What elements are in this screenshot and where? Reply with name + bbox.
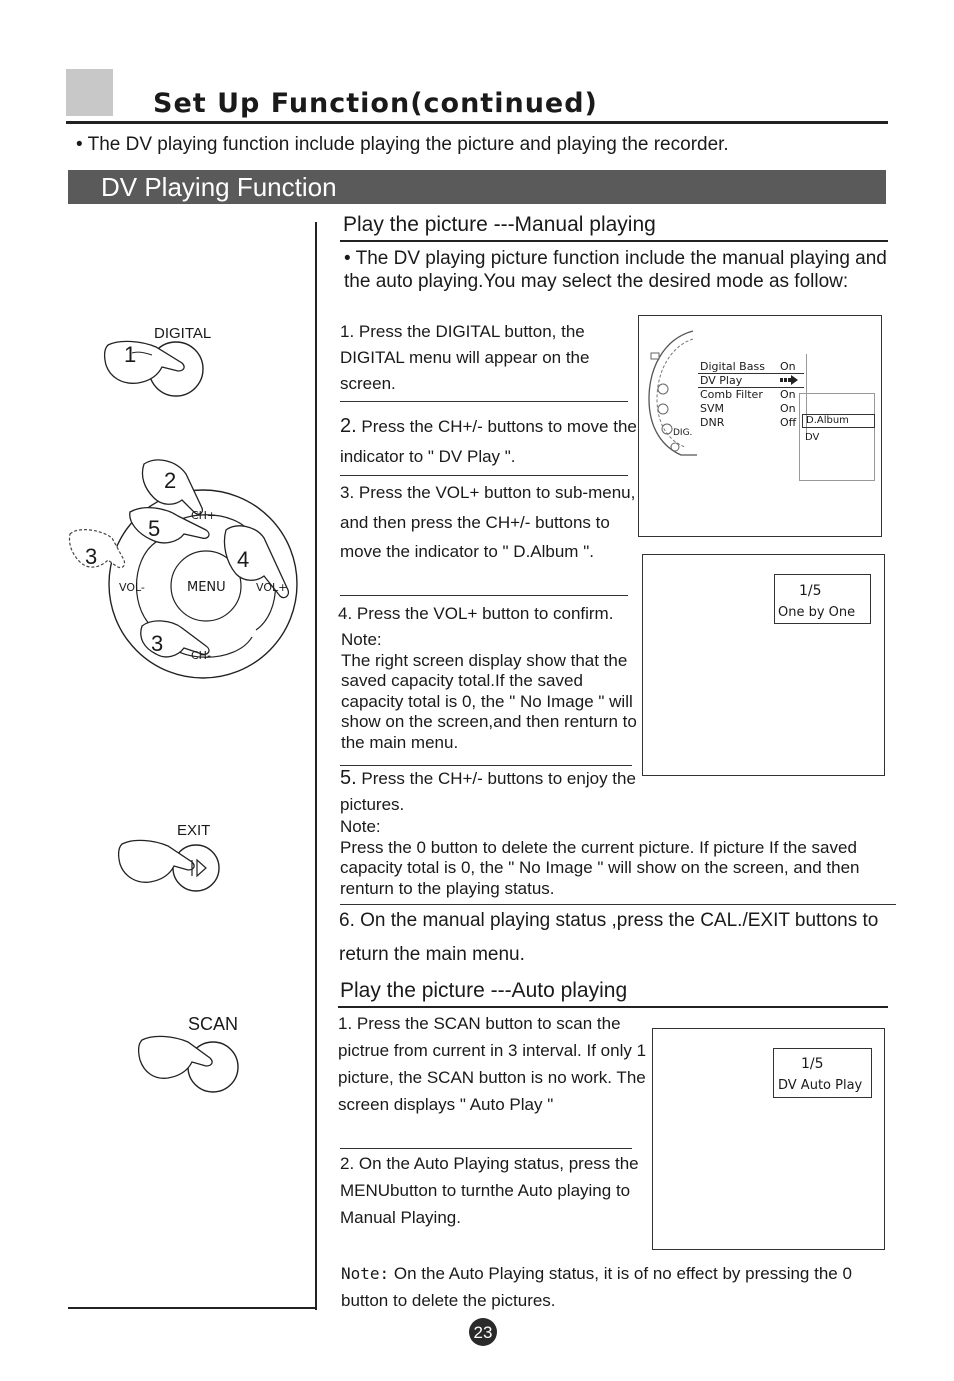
manual-status-box: 1/5 One by One: [774, 574, 871, 624]
ch-plus-label: CH+: [191, 509, 217, 522]
remote-keypad-icon: [66, 450, 306, 680]
hand-press-digital-icon: [102, 335, 212, 397]
manual-step-4: 4. Press the VOL+ button to confirm.: [338, 604, 614, 623]
column-divider: [315, 222, 317, 1310]
auto-heading-rule: [338, 1006, 888, 1008]
auto-heading: Play the picture ---Auto playing: [340, 979, 628, 1002]
auto-step-1: 1. Press the SCAN button to scan the pictrue from current in 3 interval. If only 1 picture, the SCAN button is no work. The screen displays " Auto Play ": [338, 1014, 647, 1114]
auto-note: Note: On the Auto Playing status, it is of no effect by pressing the 0 button to delete the pictures.: [341, 1264, 852, 1310]
page-title: Set Up Function(continued): [153, 88, 598, 119]
ch-minus-label: CH-: [191, 649, 211, 662]
hand-press-exit-icon: [118, 836, 222, 894]
section-band: [68, 170, 886, 204]
manual-heading: Play the picture ---Manual playing: [343, 213, 656, 236]
manual-step-1: 1. Press the DIGITAL button, the DIGITAL menu will appear on the screen.: [340, 322, 590, 393]
step-number-2: 2: [164, 468, 177, 493]
manual-step-3: 3. Press the VOL+ button to sub-menu, and then press the CH+/- buttons to move the indicator to " D.Album ".: [340, 483, 636, 561]
page-number-badge: 23: [469, 1318, 497, 1346]
vol-plus-label: VOL+: [256, 581, 288, 594]
header-rule: [66, 121, 888, 124]
digital-step-number: 1: [124, 342, 137, 367]
osd-menu-screen: [638, 315, 882, 537]
bullet-dot: •: [76, 134, 83, 155]
auto-step-2: 2. On the Auto Playing status, press the MENUbutton to turnthe Auto playing to Manual Playing.: [340, 1154, 639, 1227]
dig-label: DIG.: [673, 428, 693, 438]
auto-screen: [652, 1028, 885, 1250]
vol-minus-label: VOL-: [119, 581, 145, 594]
step-rule: [340, 1148, 632, 1149]
auto-status-box: 1/5 DV Auto Play: [773, 1048, 872, 1098]
step-number-3-left: 3: [85, 544, 98, 569]
manual-step-5: 5. Press the CH+/- buttons to enjoy the pictures.: [340, 767, 636, 814]
manual-note-1: Note: The right screen display show that the saved capacity total.If the saved capacity total is 0, the " No Image " will show on the screen,and then renturn to the main menu.: [341, 630, 637, 752]
submenu-dalbum: D.Album: [802, 414, 875, 428]
bottom-left-rule: [68, 1307, 317, 1309]
exit-label: EXIT: [177, 822, 211, 839]
arrow-right-icon: [780, 375, 798, 385]
step-number-3-bottom: 3: [151, 631, 164, 656]
osd-menu-panel: Digital Bass On DV Play Comb Filter On SVM On DNR Off: [696, 354, 807, 434]
manual-screen: [642, 554, 885, 776]
intro-text: • The DV playing function include playing the picture and playing the recorder.: [76, 134, 729, 155]
manual-note-2: Note: Press the 0 button to delete the current picture. If picture If the saved capacity total is 0, the " No Image " will show on the screen, and then renturn to the playing status.: [340, 817, 860, 898]
step-rule: [340, 401, 628, 402]
submenu-dv: DV: [805, 432, 820, 443]
manual-step-6: 6. On the manual playing status ,press the CAL./EXIT buttons to return the main menu.: [339, 910, 879, 965]
manual-bullet: • The DV playing picture function include the manual playing and the auto playing.You may select the desired mode as follow:: [344, 248, 887, 292]
step-number-4: 4: [237, 547, 250, 572]
manual-heading-rule: [340, 240, 888, 242]
manual-step-2: 2. Press the CH+/- buttons to move the indicator to " DV Play ".: [340, 415, 637, 466]
section-band-title: DV Playing Function: [101, 172, 337, 202]
osd-row-digital-bass: Digital Bass: [700, 360, 765, 373]
osd-row-dv-play-selected: DV Play: [698, 373, 804, 388]
menu-label: MENU: [187, 580, 226, 595]
hand-press-scan-icon: [138, 1032, 242, 1094]
step-number-5: 5: [148, 516, 161, 541]
remote-outline-icon: [641, 329, 701, 459]
step-rule: [340, 475, 628, 476]
digital-label: DIGITAL: [154, 325, 212, 342]
step-rule: [340, 595, 628, 596]
scan-label: SCAN: [188, 1014, 239, 1034]
header-gray-box: [66, 69, 113, 116]
osd-submenu: [799, 393, 875, 481]
